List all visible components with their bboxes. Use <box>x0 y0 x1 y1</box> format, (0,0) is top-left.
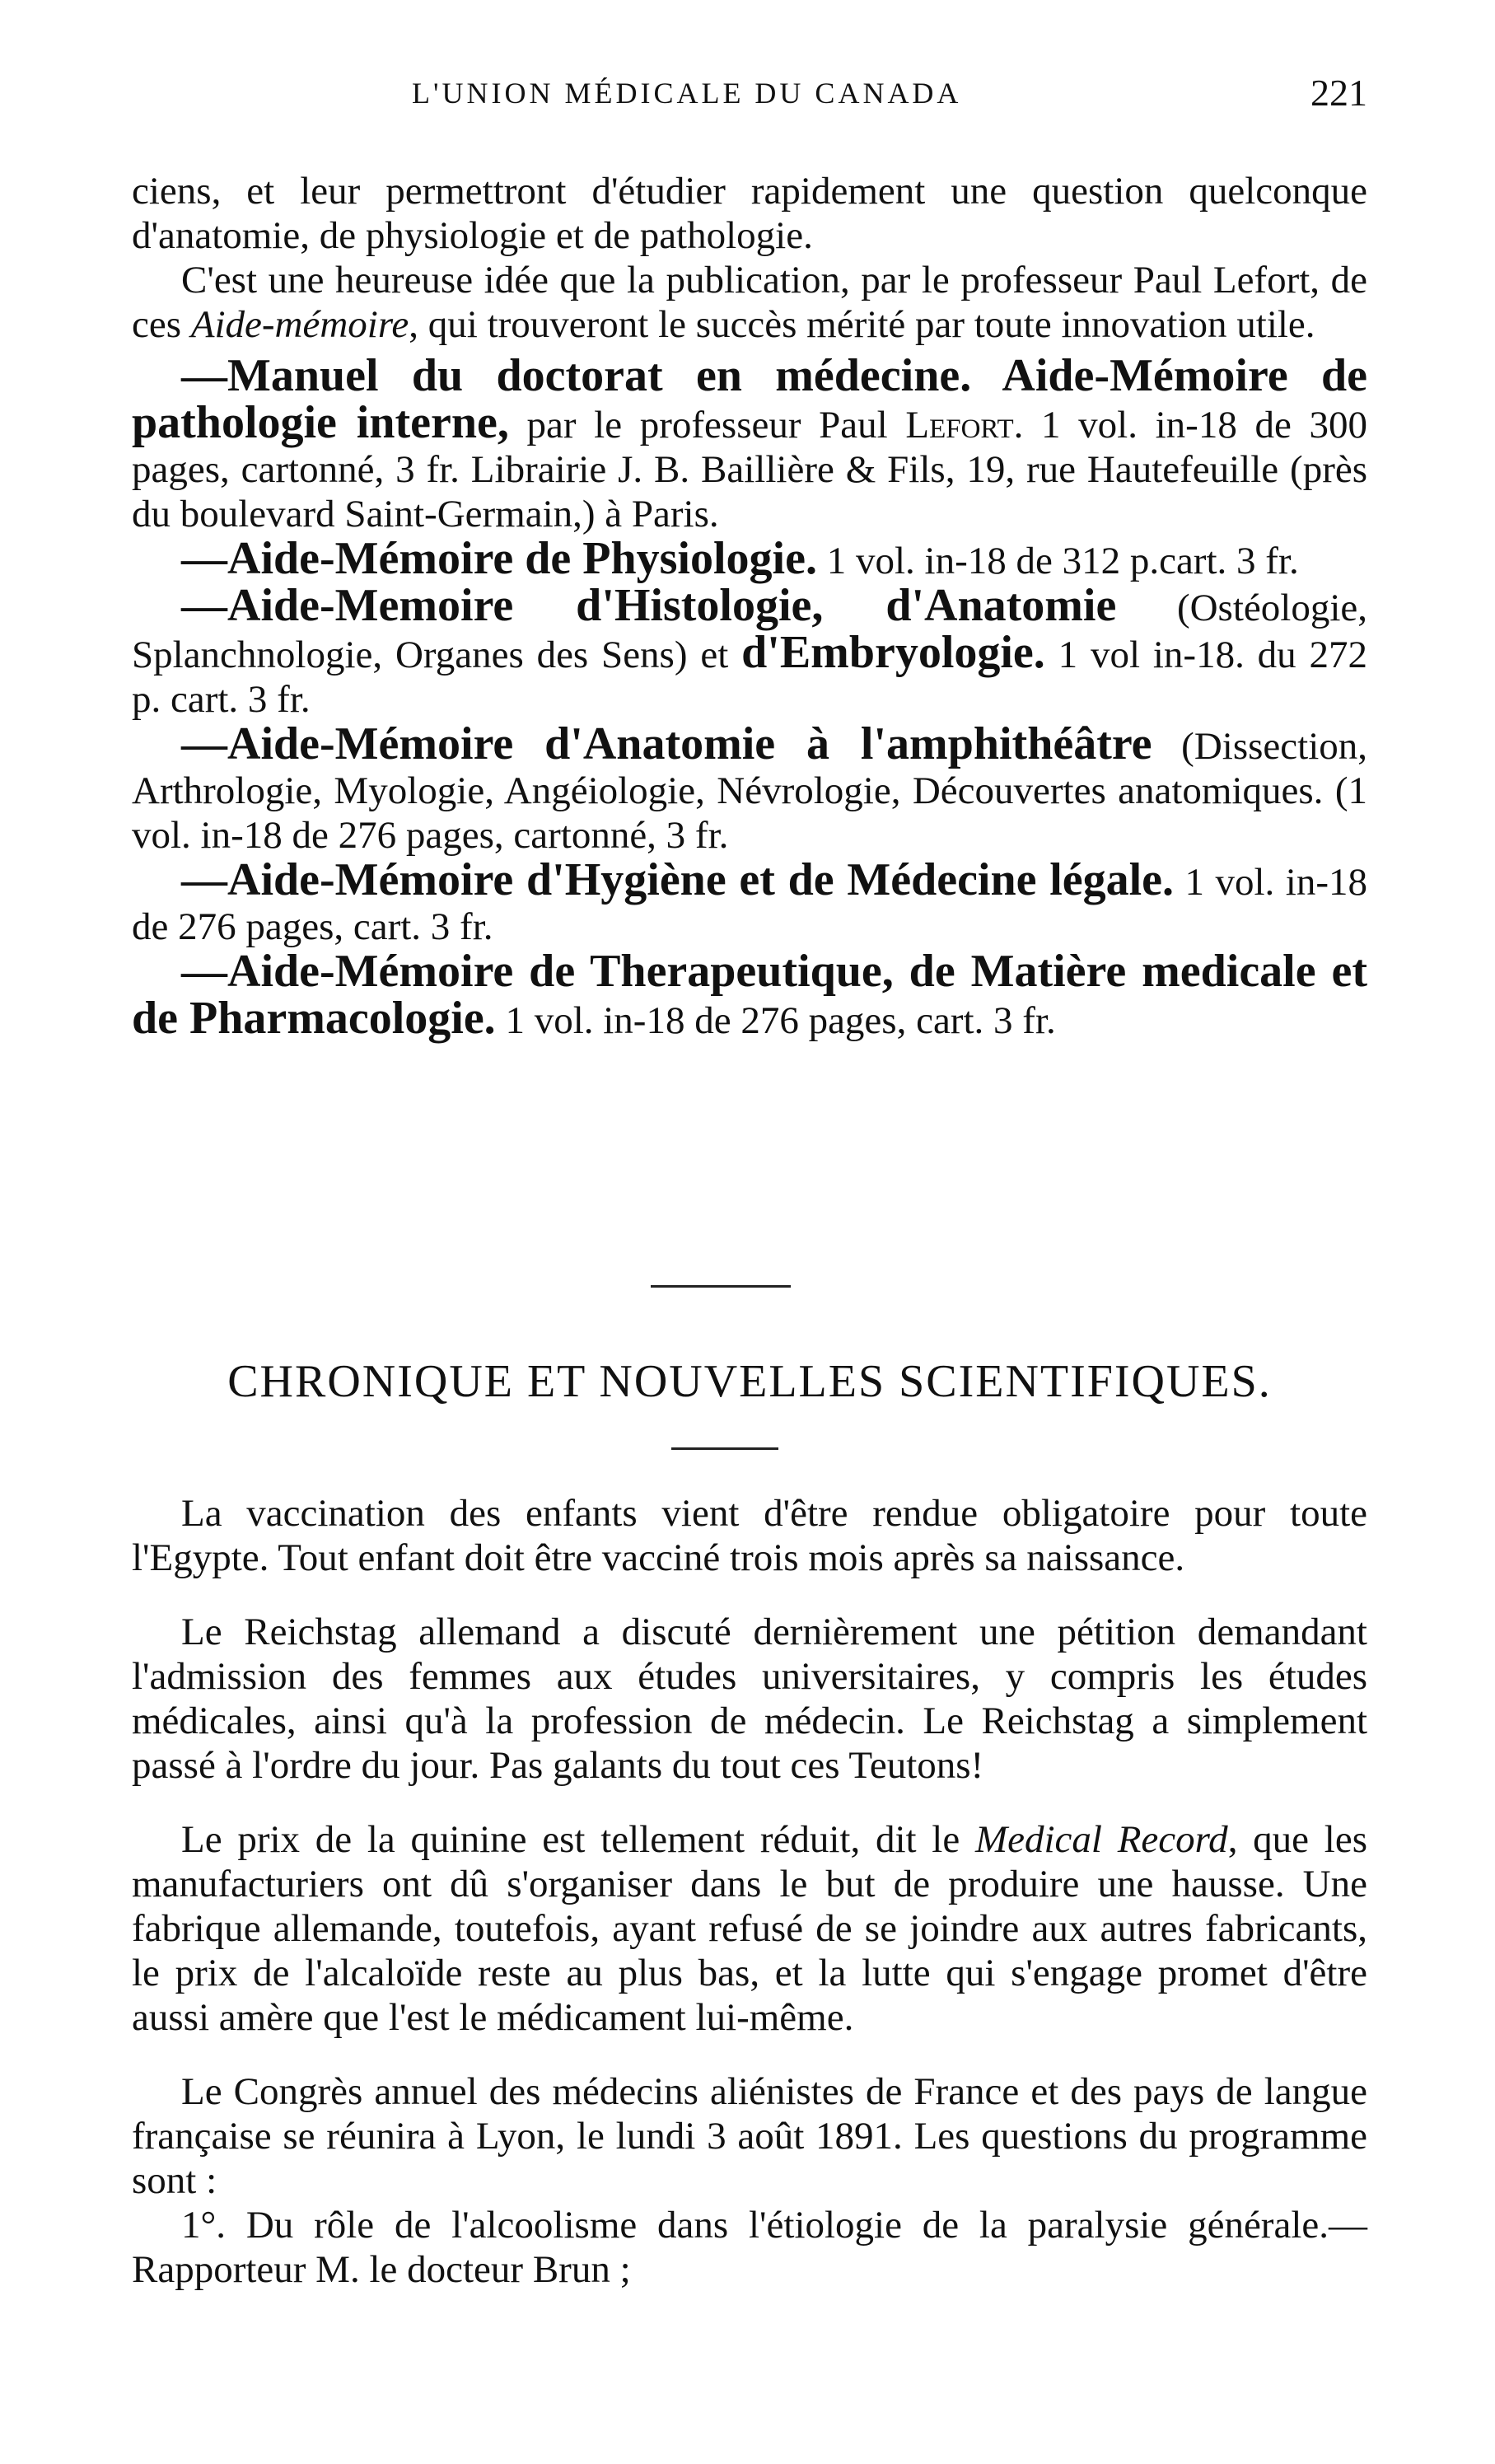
book-entry-pathologie: —Manuel du doctorat en médecine. Aide-Mémoire de pathologie interne, par le professeur Paul Lefort. 1 vol. in-18 de 300 pages, cartonné, 3 fr. Librairie J. B. Baillière & Fils, 19, rue Hautefeuille (près du boulevard Saint-Germain,) à Paris. <box>132 350 1367 535</box>
aide-memoire-title: Aide-mémoire <box>190 303 409 346</box>
paragraph-lefort: C'est une heureuse idée que la publication, par le professeur Paul Lefort, de ces Aide-mémoire, qui trouveront le succès mérité par toute innovation utile. <box>132 259 1367 346</box>
book-entry-anatomie: —Aide-Mémoire d'Anatomie à l'amphithéâtre (Dissection, Arthrologie, Myologie, Angéiologie, Névrologie, Découvertes anatomiques. (1 vol. in-18 de 276 pages, cartonné, 3 fr. <box>132 718 1368 857</box>
news-item-vaccination: La vaccination des enfants vient d'être rendue obligatoire pour toute l'Egypte. Tout enfant doit être vacciné trois mois après sa naissance. <box>132 1492 1367 1579</box>
section-divider-top <box>651 1285 791 1288</box>
review-section <box>132 169 1367 1043</box>
page-number: 221 <box>1310 72 1367 114</box>
book-entry-physiologie: —Aide-Mémoire de Physiologie. 1 vol. in-18 de 312 p.cart. 3 fr. <box>181 533 1299 584</box>
book-entry-hygiene: —Aide-Mémoire d'Hygiène et de Médecine légale. 1 vol. in-18 de 276 pages, cart. 3 fr. <box>132 854 1367 948</box>
news-item-question-1: 1°. Du rôle de l'alcoolisme dans l'étiologie de la paralysie générale.—Rapporteur M. le docteur Brun ; <box>132 2204 1367 2291</box>
news-item-congres: Le Congrès annuel des médecins aliénistes de France et des pays de langue française se réunira à Lyon, le lundi 3 août 1891. Les questions du programme sont : <box>132 2070 1367 2202</box>
news-item-reichstag: Le Reichstag allemand a discuté dernièrement une pétition demandant l'admission des femmes aux études universitaires, y compris les études médicales, ainsi qu'à la profession de médecin. Le Reichstag a simplement passé à l'ordre du jour. Pas galants du tout ces Teutons! <box>132 1611 1367 1787</box>
section-divider-bottom <box>671 1447 778 1450</box>
author-name: Lefort <box>905 404 1014 447</box>
paragraph-continuation: ciens, et leur permettront d'étudier rapidement une question quelconque d'anatomie, de physiologie et de pathologie. <box>132 170 1367 257</box>
book-entry-histologie: —Aide-Memoire d'Histologie, d'Anatomie (Ostéologie, Splanchnologie, Organes des Sens) et d'Embryologie. 1 vol in-18. du 272 p. cart. 3 fr. <box>132 580 1367 721</box>
news-item-quinine: Le prix de la quinine est tellement réduit, dit le Medical Record, que les manufacturiers ont dû s'organiser dans le but de produire une hausse. Une fabrique allemande, toutefois, ayant refusé de se joindre aux autres fabricants, le prix de l'alcaloïde reste au plus bas, et la lutte qui s'engage promet d'être aussi amère que l'est le médicament lui-même. <box>132 1818 1367 2039</box>
section-heading: CHRONIQUE ET NOUVELLES SCIENTIFIQUES. <box>227 1356 1272 1407</box>
book-entry-therapeutique: —Aide-Mémoire de Therapeutique, de Matière medicale et de Pharmacologie. 1 vol. in-18 de 276 pages, cart. 3 fr. <box>132 946 1367 1044</box>
medical-record-title: Medical Record <box>974 1818 1228 1861</box>
running-header <box>132 72 1367 125</box>
journal-title: L'UNION MÉDICALE DU CANADA <box>412 77 962 110</box>
news-section <box>132 1491 1367 2292</box>
